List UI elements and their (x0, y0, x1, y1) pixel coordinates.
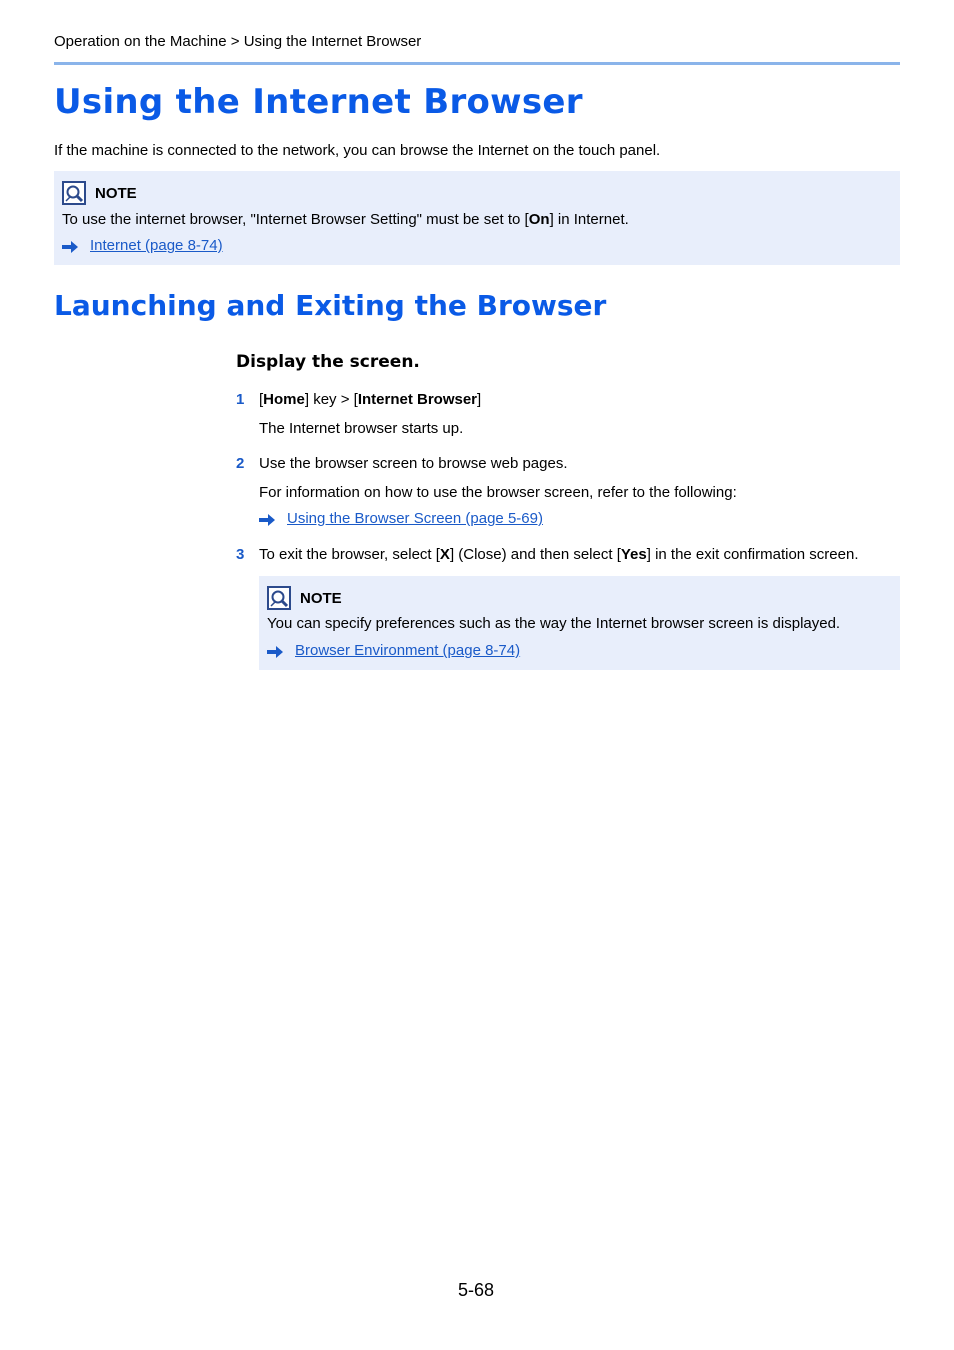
note-link-row (62, 237, 223, 254)
note-icon (267, 586, 291, 610)
intro-paragraph: If the machine is connected to the network, you can browse the Internet on the touch panel. (54, 142, 661, 159)
note-label: NOTE (95, 184, 137, 202)
step-text: [Home] key > [Internet Browser] (259, 391, 482, 408)
arrow-right-icon (259, 513, 275, 525)
step-detail: The Internet browser starts up. (259, 420, 464, 437)
step-number: 2 (236, 455, 245, 472)
breadcrumb: Operation on the Machine > Using the Internet Browser (54, 33, 422, 50)
arrow-right-icon (267, 645, 283, 657)
note-header (267, 586, 342, 610)
note-header (62, 181, 137, 205)
note-box (259, 576, 900, 670)
note-text: You can specify preferences such as the way the Internet browser screen is displayed. (267, 615, 841, 632)
note-text: To use the internet browser, "Internet Browser Setting" must be set to [On] in Internet. (62, 211, 629, 228)
note-icon (62, 181, 86, 205)
step-detail: For information on how to use the browser screen, refer to the following: (259, 484, 737, 501)
browser-environment-link[interactable]: Browser Environment (page 8-74) (295, 642, 521, 659)
setting-value: On (528, 211, 550, 228)
note-link-row (267, 642, 520, 659)
page-number: 5-68 (458, 1280, 495, 1300)
step-number: 1 (236, 391, 245, 408)
sub-heading: Display the screen. (236, 352, 420, 372)
note-label: NOTE (300, 589, 342, 607)
step-number: 3 (236, 546, 245, 563)
header-rule (54, 62, 900, 65)
section-title: Launching and Exiting the Browser (54, 289, 607, 322)
note-box (54, 171, 900, 265)
browser-screen-link[interactable]: Using the Browser Screen (page 5-69) (287, 510, 543, 527)
step-link-row (259, 510, 543, 527)
internet-link[interactable]: Internet (page 8-74) (90, 237, 223, 254)
step-text: Use the browser screen to browse web pages. (259, 455, 568, 472)
step-text: To exit the browser, select [X] (Close) and then select [Yes] in the exit confirmation screen. (259, 546, 859, 563)
page-title: Using the Internet Browser (54, 82, 583, 122)
arrow-right-icon (62, 240, 78, 252)
